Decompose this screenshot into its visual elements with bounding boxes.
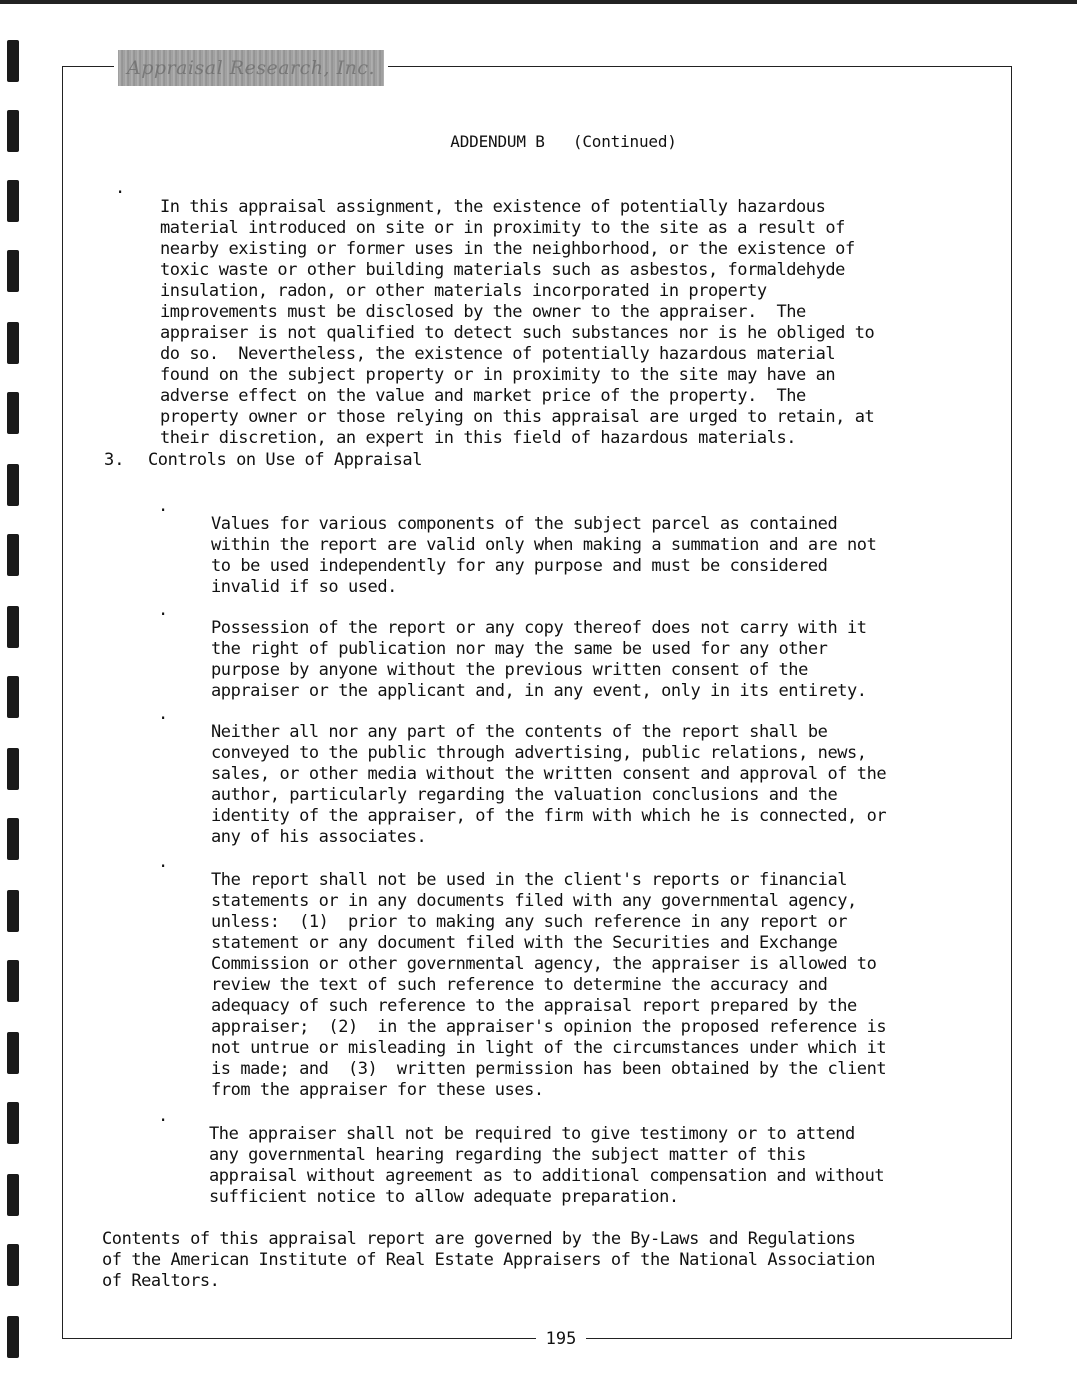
paragraph-line: is made; and (3) written permission has been obtained by the client [211,1059,887,1079]
paragraph-line: unless: (1) prior to making any such reference in any report or [211,912,848,932]
binding-hole [7,1316,19,1358]
bullet-marker: . [158,496,169,516]
paragraph-line: adequacy of such reference to the appraisal report prepared by the [211,996,857,1016]
binding-hole [7,322,19,364]
paragraph-line: of the American Institute of Real Estate Appraisers of the National Association [102,1250,876,1270]
paragraph-line: any governmental hearing regarding the subject matter of this [209,1145,806,1165]
binding-hole [7,890,19,932]
company-logo-banner [114,50,388,86]
paragraph-line: do so. Nevertheless, the existence of potentially hazardous material [160,344,836,364]
paragraph-line: material introduced on site or in proximity to the site as a result of [160,218,845,238]
scan-top-edge [0,0,1077,4]
bullet-marker: . [158,1106,169,1126]
paragraph-line: statement or any document filed with the Securities and Exchange [211,933,838,953]
paragraph-line: appraisal without agreement as to additional compensation and without [209,1166,885,1186]
paragraph-line: Possession of the report or any copy thereof does not carry with it [211,618,867,638]
page-number-box [536,1326,586,1352]
paragraph-line: within the report are valid only when making a summation and are not [211,535,877,555]
public-disclosure-paragraph [211,701,886,869]
binding-hole [7,1174,19,1216]
paragraph-line: review the text of such reference to determine the accuracy and [211,975,828,995]
paragraph-line: Contents of this appraisal report are governed by the By-Laws and Regulations [102,1229,856,1249]
binding-hole [7,818,19,860]
paragraph-line: toxic waste or other building materials such as asbestos, formaldehyde [160,260,845,280]
paragraph-line: adverse effect on the value and market price of the property. The [160,386,806,406]
paragraph-line: found on the subject property or in proximity to the site may have an [160,365,836,385]
paragraph-line: Commission or other governmental agency, the appraiser is allowed to [211,954,877,974]
paragraph-line: Values for various components of the subject parcel as contained [211,514,838,534]
paragraph-line: improvements must be disclosed by the owner to the appraiser. The [160,302,806,322]
client-reports-paragraph [211,849,886,1122]
page-number: 195 [545,1329,577,1349]
paragraph-line: appraiser; (2) in the appraiser's opinion the proposed reference is [211,1017,887,1037]
paragraph-line: of Realtors. [102,1271,220,1291]
paragraph-line: sufficient notice to allow adequate preparation. [209,1187,679,1207]
section-title: Controls on Use of Appraisal [148,450,422,470]
binding-hole [7,40,19,82]
paragraph-line: In this appraisal assignment, the existence of potentially hazardous [160,197,826,217]
binding-hole [7,676,19,718]
paragraph-line: appraiser or the applicant and, in any event, only in its entirety. [211,681,867,701]
paragraph-line: to be used independently for any purpose and must be considered [211,556,828,576]
binding-hole [7,960,19,1002]
binding-hole [7,534,19,576]
paragraph-line: the right of publication nor may the same be used for any other [211,639,828,659]
paragraph-line: statements or in any documents filed with any governmental agency, [211,891,857,911]
binding-holes [7,40,21,1370]
binding-hole [7,250,19,292]
paragraph-line: purpose by anyone without the previous written consent of the [211,660,808,680]
hazardous-material-paragraph [160,176,874,470]
paragraph-line: The appraiser shall not be required to give testimony or to attend [209,1124,855,1144]
paragraph-line: from the appraiser for these uses. [211,1080,544,1100]
bullet-marker: . [158,704,169,724]
addendum-title: ADDENDUM B (Continued) [450,132,677,151]
paragraph-line: Neither all nor any part of the contents of the report shall be [211,722,828,742]
bullet-marker: . [158,852,169,872]
binding-hole [7,1244,19,1286]
binding-hole [7,392,19,434]
paragraph-line: author, particularly regarding the valuation conclusions and the [211,785,838,805]
paragraph-line: sales, or other media without the written consent and approval of the [211,764,887,784]
binding-hole [7,748,19,790]
paragraph-line: property owner or those relying on this appraisal are urged to retain, at [160,407,875,427]
bullet-marker: . [115,178,126,198]
closing-paragraph [102,1208,875,1313]
paragraph-line: insulation, radon, or other materials incorporated in property [160,281,767,301]
binding-hole [7,606,19,648]
paragraph-line: their discretion, an expert in this field of hazardous materials. [160,428,797,448]
bullet-marker: . [158,600,169,620]
paragraph-line: identity of the appraiser, of the firm with which he is connected, or [211,806,887,826]
paragraph-line: nearby existing or former uses in the neighborhood, or the existence of [160,239,855,259]
paragraph-line: invalid if so used. [211,577,397,597]
section-number: 3. [104,450,125,470]
paragraph-line: conveyed to the public through advertising, public relations, news, [211,743,867,763]
binding-hole [7,464,19,506]
paragraph-line: The report shall not be used in the client's reports or financial [211,870,848,890]
binding-hole [7,1032,19,1074]
company-logo-text: Appraisal Research, Inc. [126,57,376,79]
paragraph-line: appraiser is not qualified to detect such substances nor is he obliged to [160,323,875,343]
binding-hole [7,1102,19,1144]
paragraph-line: any of his associates. [211,827,427,847]
paragraph-line: not untrue or misleading in light of the circumstances under which it [211,1038,887,1058]
binding-hole [7,180,19,222]
